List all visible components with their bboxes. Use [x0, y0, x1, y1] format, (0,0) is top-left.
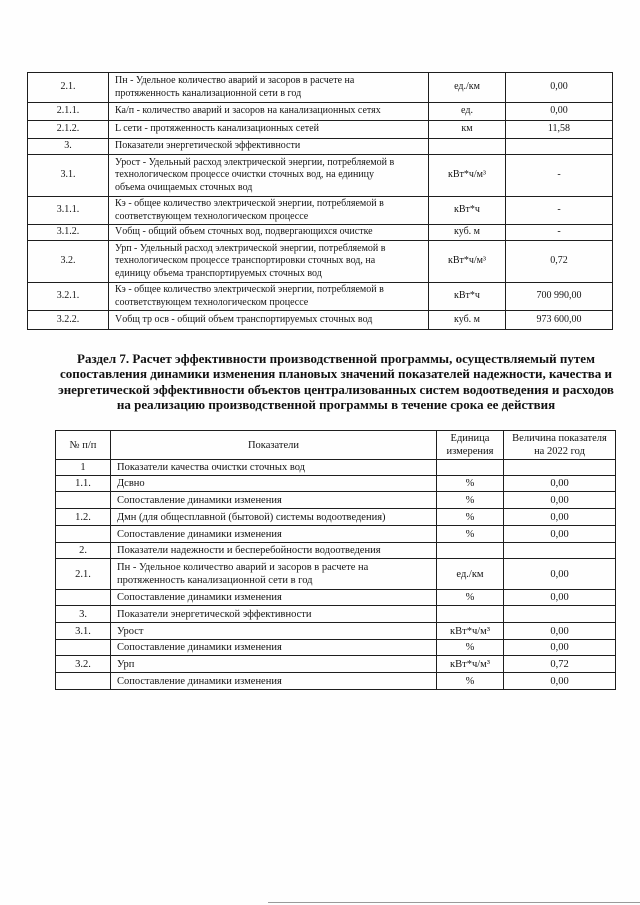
- row-description: Урп - Удельный расход электрической энергии, потребляемой в технологическом процессе транспортировки сточных вод, на единицу объема транспортируемых сточных вод: [109, 241, 429, 283]
- row-unit: %: [437, 590, 504, 606]
- row-value: 0,00: [504, 492, 616, 509]
- table-row: [28, 121, 613, 139]
- row-unit: %: [437, 509, 504, 526]
- table-row: [56, 559, 616, 590]
- row-value: 0,72: [506, 241, 613, 283]
- row-number: 3.2.: [56, 656, 111, 673]
- row-unit: кВт*ч: [429, 283, 506, 311]
- table-row: [28, 103, 613, 121]
- row-unit: ед./км: [437, 559, 504, 590]
- row-description: Пн - Удельное количество аварий и засоров в расчете на протяженность канализационной сети в год: [111, 559, 437, 590]
- row-value: -: [506, 155, 613, 197]
- row-number: 2.1.2.: [28, 121, 109, 139]
- row-unit: кВт*ч: [429, 197, 506, 225]
- top-table: [27, 72, 613, 330]
- row-unit: [437, 543, 504, 559]
- row-description: Сопоставление динамики изменения: [111, 526, 437, 543]
- row-description: Показатели энергетической эффективности: [111, 606, 437, 623]
- row-number: 1.2.: [56, 509, 111, 526]
- row-description: Показатели энергетической эффективности: [109, 139, 429, 155]
- row-unit: кВт*ч/м³: [437, 623, 504, 640]
- row-description: Vобщ тр осв - общий объем транспортируемых сточных вод: [109, 311, 429, 330]
- row-value: 0,00: [504, 673, 616, 690]
- row-number: 3.: [28, 139, 109, 155]
- row-number: 3.1.1.: [28, 197, 109, 225]
- row-description: Урост - Удельный расход электрической энергии, потребляемой в технологическом процессе очистки сточных вод, на единицу объема очищаемых сточных вод: [109, 155, 429, 197]
- row-value: -: [506, 197, 613, 225]
- table-row: [56, 526, 616, 543]
- row-description: Показатели качества очистки сточных вод: [111, 460, 437, 476]
- table-row: [56, 476, 616, 492]
- table-row: [56, 673, 616, 690]
- table-row: [28, 139, 613, 155]
- row-unit: %: [437, 492, 504, 509]
- row-value: 0,00: [504, 526, 616, 543]
- table-row: [56, 590, 616, 606]
- row-value: [504, 460, 616, 476]
- scan-edge-line: [268, 902, 640, 903]
- table-row: [28, 197, 613, 225]
- row-unit: %: [437, 640, 504, 656]
- row-number: 3.: [56, 606, 111, 623]
- table-row: [28, 311, 613, 330]
- row-unit: ед./км: [429, 73, 506, 103]
- table-row: [56, 509, 616, 526]
- row-description: Ка/п - количество аварий и засоров на канализационных сетях: [109, 103, 429, 121]
- row-number: 1.1.: [56, 476, 111, 492]
- header-indicator: Показатели: [111, 431, 437, 460]
- table-row: [28, 225, 613, 241]
- row-unit: %: [437, 476, 504, 492]
- row-value: 0,00: [506, 103, 613, 121]
- row-value: 0,00: [504, 559, 616, 590]
- row-number: 3.2.2.: [28, 311, 109, 330]
- row-description: Показатели надежности и бесперебойности водоотведения: [111, 543, 437, 559]
- table-row: [28, 155, 613, 197]
- table-row: [28, 241, 613, 283]
- row-unit: [429, 139, 506, 155]
- row-description: Кэ - общее количество электрической энергии, потребляемой в соответствующем технологическом процессе: [109, 283, 429, 311]
- row-unit: %: [437, 673, 504, 690]
- table-row: [56, 492, 616, 509]
- table-row: [56, 460, 616, 476]
- row-value: 973 600,00: [506, 311, 613, 330]
- header-value: Величина показателя на 2022 год: [504, 431, 616, 460]
- row-number: [56, 640, 111, 656]
- row-value: 0,00: [504, 509, 616, 526]
- row-description: Сопоставление динамики изменения: [111, 590, 437, 606]
- row-number: 2.1.1.: [28, 103, 109, 121]
- row-value: 700 990,00: [506, 283, 613, 311]
- table-row: [56, 640, 616, 656]
- row-value: [504, 543, 616, 559]
- row-description: Урп: [111, 656, 437, 673]
- row-value: -: [506, 225, 613, 241]
- header-number: № п/п: [56, 431, 111, 460]
- row-number: [56, 526, 111, 543]
- row-value: 0,00: [504, 590, 616, 606]
- table-row: [28, 73, 613, 103]
- row-unit: %: [437, 526, 504, 543]
- row-value: 11,58: [506, 121, 613, 139]
- row-unit: кВт*ч/м³: [437, 656, 504, 673]
- section7-table: [55, 430, 616, 690]
- row-value: [506, 139, 613, 155]
- table-row: [56, 623, 616, 640]
- row-number: 1: [56, 460, 111, 476]
- row-number: [56, 590, 111, 606]
- section-heading: Раздел 7. Расчет эффективности производственной программы, осуществляемый путем сопоставления динамики изменения плановых значений показателей надежности, качества и энергетической эффективности объектов централизованных систем водоотведения и расходов на реализацию производственной программы в течение срока ее действия: [58, 351, 614, 412]
- row-value: 0,00: [504, 623, 616, 640]
- row-description: Сопоставление динамики изменения: [111, 673, 437, 690]
- header-unit: Единица измерения: [437, 431, 504, 460]
- row-description: L сети - протяженность канализационных сетей: [109, 121, 429, 139]
- row-description: Сопоставление динамики изменения: [111, 492, 437, 509]
- row-number: 2.1.: [56, 559, 111, 590]
- row-number: 3.1.: [28, 155, 109, 197]
- row-number: [56, 673, 111, 690]
- row-unit: [437, 460, 504, 476]
- table-header-row: [56, 431, 616, 460]
- table-row: [56, 656, 616, 673]
- row-unit: куб. м: [429, 225, 506, 241]
- row-number: 3.1.2.: [28, 225, 109, 241]
- row-value: 0,00: [504, 476, 616, 492]
- row-number: 3.2.1.: [28, 283, 109, 311]
- row-number: 2.1.: [28, 73, 109, 103]
- row-description: Дсвно: [111, 476, 437, 492]
- table-row: [28, 283, 613, 311]
- row-unit: ед.: [429, 103, 506, 121]
- row-description: Дмн (для общесплавной (бытовой) системы водоотведения): [111, 509, 437, 526]
- row-unit: куб. м: [429, 311, 506, 330]
- table-row: [56, 543, 616, 559]
- row-description: Vобщ - общий объем сточных вод, подвергающихся очистке: [109, 225, 429, 241]
- row-number: 2.: [56, 543, 111, 559]
- row-unit: [437, 606, 504, 623]
- row-number: 3.2.: [28, 241, 109, 283]
- row-value: 0,72: [504, 656, 616, 673]
- row-value: 0,00: [504, 640, 616, 656]
- row-unit: км: [429, 121, 506, 139]
- row-unit: кВт*ч/м³: [429, 241, 506, 283]
- row-value: [504, 606, 616, 623]
- row-value: 0,00: [506, 73, 613, 103]
- row-description: Сопоставление динамики изменения: [111, 640, 437, 656]
- row-unit: кВт*ч/м³: [429, 155, 506, 197]
- row-description: Урост: [111, 623, 437, 640]
- row-number: 3.1.: [56, 623, 111, 640]
- row-description: Пн - Удельное количество аварий и засоров в расчете на протяженность канализационной сети в год: [109, 73, 429, 103]
- table-row: [56, 606, 616, 623]
- row-number: [56, 492, 111, 509]
- row-description: Кэ - общее количество электрической энергии, потребляемой в соответствующем технологическом процессе: [109, 197, 429, 225]
